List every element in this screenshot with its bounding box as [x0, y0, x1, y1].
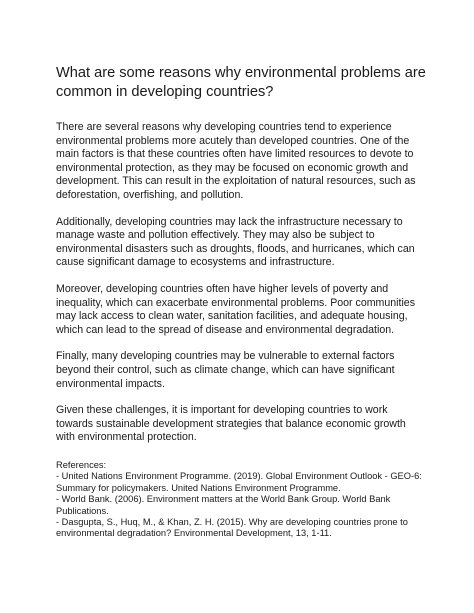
text-line: towards sustainable development strategies that balance economic growth — [56, 417, 406, 430]
reference-line: - United Nations Environment Programme. (2019). Global Environment Outlook - GEO-6: — [56, 471, 422, 482]
text-line: may lack access to clean water, sanitation facilities, and adequate housing, — [56, 310, 408, 323]
text-line: environmental protection, as they may be focused on economic growth and — [56, 161, 409, 174]
text-line: deforestation, overfishing, and pollution. — [56, 188, 244, 201]
reference-line: Publications. — [56, 505, 109, 516]
text-line: beyond their control, such as climate change, which can have significant — [56, 363, 395, 376]
text-line: Given these challenges, it is important for developing countries to work — [56, 404, 388, 417]
document-page — [56, 64, 426, 540]
text-line: with environmental protection. — [56, 431, 197, 444]
text-line: Moreover, developing countries often have higher levels of poverty and — [56, 282, 389, 295]
reference-line: - Dasgupta, S., Huq, M., & Khan, Z. H. (2015). Why are developing countries prone to — [56, 516, 408, 527]
paragraph-4 — [56, 350, 426, 391]
reference-line: environmental degradation? Environmental Development, 13, 1-11. — [56, 528, 332, 539]
reference-line: Summary for policymakers. United Nations Environment Programme. — [56, 482, 341, 493]
paragraph-5 — [56, 404, 426, 445]
paragraph-2 — [56, 216, 426, 270]
text-line: Finally, many developing countries may be vulnerable to external factors — [56, 350, 395, 363]
text-line: There are several reasons why developing countries tend to experience — [56, 121, 392, 133]
text-line: cause significant damage to ecosystems and infrastructure. — [56, 256, 335, 269]
text-line: environmental impacts. — [56, 377, 165, 390]
text-line: development. This can result in the exploitation of natural resources, such as — [56, 175, 416, 188]
text-line: main factors is that these countries often have limited resources to devote to — [56, 148, 414, 161]
text-line: manage waste and pollution effectively. They may also be subject to — [56, 229, 375, 242]
title-line: What are some reasons why environmental problems are — [56, 65, 426, 81]
text-line: which can lead to the spread of disease and environmental degradation. — [56, 323, 395, 336]
reference-line: - World Bank. (2006). Environment matters at the World Bank Group. World Bank — [56, 494, 391, 505]
text-line: Additionally, developing countries may lack the infrastructure necessary to — [56, 215, 403, 228]
paragraph-3 — [56, 283, 426, 337]
document-title — [56, 64, 426, 102]
references-section — [56, 460, 426, 540]
text-line: environmental problems more acutely than developed countries. One of the — [56, 134, 410, 147]
title-line: common in developing countries? — [56, 84, 274, 100]
text-line: inequality, which can exacerbate environmental problems. Poor communities — [56, 296, 415, 309]
text-line: environmental disasters such as droughts, floods, and hurricanes, which can — [56, 242, 415, 255]
paragraph-1 — [56, 121, 426, 203]
references-heading: References: — [56, 459, 107, 470]
